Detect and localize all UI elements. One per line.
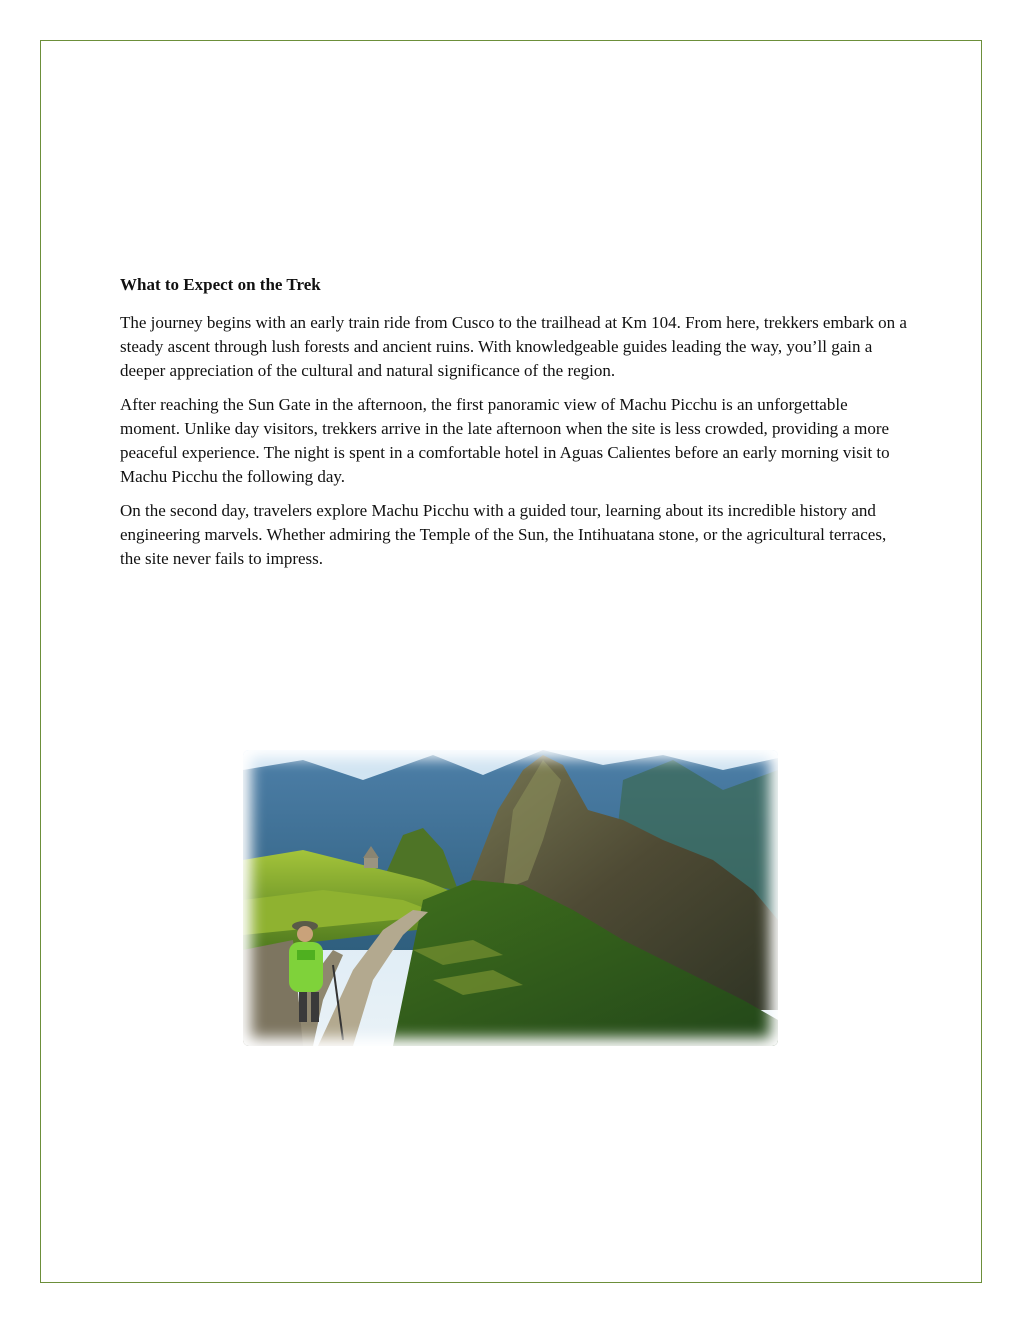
paragraph-2: After reaching the Sun Gate in the afternoon, the first panoramic view of Machu Picchu is an unforgettable moment. Unlike day visitors, trekkers arrive in the late afternoon when the site is less crowded, providing a more peaceful experience. The night is spent in a comfortable hotel in Aguas Calientes before an early morning visit to Machu Picchu the following day.: [120, 395, 890, 486]
article: [120, 273, 910, 581]
machu-picchu-photo: [243, 750, 778, 1046]
paragraph-3: On the second day, travelers explore Machu Picchu with a guided tour, learning about its incredible history and engineering marvels. Whether admiring the Temple of the Sun, the Intihuatana stone, or the agricultural terraces, the site never fails to impress.: [120, 501, 887, 568]
page-border: [40, 40, 982, 1283]
section-heading: What to Expect on the Trek: [120, 275, 321, 294]
paragraph-1: The journey begins with an early train ride from Cusco to the trailhead at Km 104. From here, trekkers embark on a steady ascent through lush forests and ancient ruins. With knowledgeable guides leading the way, you’ll gain a deeper appreciation of the cultural and natural significance of the region.: [120, 313, 907, 380]
